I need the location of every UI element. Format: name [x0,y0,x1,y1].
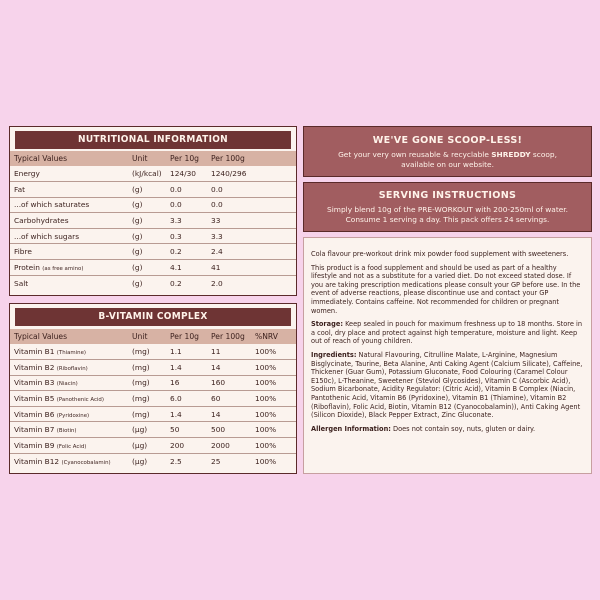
vitamin-per10: 200 [166,438,207,454]
vitamin-title: B-VITAMIN COMPLEX [15,308,291,326]
vitamin-label: Vitamin B1 [14,347,55,357]
nutrition-title: NUTRITIONAL INFORMATION [15,131,291,149]
nutrient-per100: 33 [207,213,296,229]
nutrition-row [10,260,296,276]
vitamin-note: (Thiamine) [56,350,86,357]
nutrient-label: Energy [14,169,40,179]
vitamin-unit: (mg) [128,375,166,391]
nutrient-unit: (g) [128,228,166,244]
product-info-panel [303,237,592,474]
vitamin-per100: 500 [207,422,251,438]
vitamin-nrv: 100% [251,422,296,438]
nutrient-label: Protein [14,262,40,272]
nutrient-per10: 3.3 [166,213,207,229]
vitamin-unit: (μg) [128,422,166,438]
vitamin-nrv: 100% [255,456,277,466]
nutrition-header-row [10,151,296,166]
vitamin-per10: 2.5 [170,456,182,466]
vitamin-column-header: Typical Values [10,329,128,344]
nutrient-label: Fibre [14,247,32,257]
nutrient-per100: 2.4 [207,244,296,260]
vitamin-per100: 60 [207,391,251,407]
nutrient-per100: 1240/296 [207,166,296,182]
vitamin-note: (Folic Acid) [56,443,87,450]
vitamin-per10: 16 [166,375,207,391]
vitamin-note: (Biotin) [56,428,77,435]
vitamin-per100: 14 [207,406,251,422]
product-warning: This product is a food supplement and should be used as part of a healthy lifestyle and not as a substitute for a varied diet. Do not exceed stated dose. If you are taking prescription medications please consult your GP before use. In the event of adverse reactions, please discontinue use and contact your GP immediately. Contains caffeine. Not recommended for children or pregnant women. [311,263,581,315]
nutrient-name [10,166,128,182]
vitamin-per10: 50 [166,422,207,438]
nutrition-row [10,275,296,291]
vitamin-name [10,406,128,422]
vitamin-table [10,329,296,469]
vitamin-label: Vitamin B7 [14,425,55,435]
vitamin-nrv: 100% [251,375,296,391]
nutrient-name [10,228,128,244]
serving-line1: Simply blend 10g of the PRE-WORKOUT with 200-250ml of water. [327,205,568,214]
vitamin-column-header: %NRV [251,329,296,344]
nutrient-unit: (g) [128,244,166,260]
vitamin-note: (Riboflavin) [56,365,88,372]
nutrition-column-header: Typical Values [10,151,128,166]
storage-label: Storage: [311,320,343,329]
brand-name: SHREDDY [491,150,531,159]
serving-line2: Consume 1 serving a day. This pack offers 24 servings. [345,215,550,224]
vitamin-per100: 2000 [207,438,251,454]
vitamin-per100: 14 [207,360,251,376]
nutrient-per100: 2.0 [211,278,223,288]
vitamin-row [10,360,296,376]
vitamin-unit: (μg) [128,438,166,454]
vitamin-per100: 25 [211,456,221,466]
vitamin-note: (Panothenic Acid) [56,397,104,404]
vitamin-name [10,360,128,376]
vitamin-per10: 1.1 [166,344,207,360]
nutrient-name [10,244,128,260]
serving-title: SERVING INSTRUCTIONS [378,190,517,201]
vitamin-per10: 6.0 [166,391,207,407]
nutrient-name [10,182,128,198]
nutrient-per10: 0.0 [166,182,207,198]
vitamin-nrv: 100% [251,391,296,407]
nutrient-unit: (kJ/kcal) [128,166,166,182]
vitamin-column-header: Per 10g [166,329,207,344]
vitamin-name [10,375,128,391]
vitamin-name [10,453,128,469]
storage-info [311,320,584,346]
nutrient-label: Salt [14,278,29,288]
vitamin-name [10,391,128,407]
nutrient-label: Carbohydrates [14,216,69,226]
nutrient-per100: 3.3 [207,228,296,244]
vitamin-row [10,453,296,469]
vitamin-column-header: Unit [128,329,166,344]
ingredients-text: Natural Flavouring, Citrulline Malate, L-Arginine, Magnesium Bisglycinate, Taurine, Beta Alanine, Anti Caking Agent (Calcium Silicate), Caffeine, Thickener (Guar Gum), Potassium Gluconate, Food Colouring (Caramel Colour E150c), L-Theanine, Sweetener (Steviol Glycosides), Vitamin C (Ascorbic Acid), Sodium Bicarbonate, Acidity Regulator: (Citric Acid), Vitamin B Complex (Niacin, Pantothenic Acid, Vitamin B6 (Pyridoxine), Vitamin B1 (Thiamine), Vitamin B2 (Riboflavin), Folic Acid, Biotin, Vitamin B12 (Cyanocobalamin)), Anti Caking Agent (Silicon Dioxide), Black Pepper Extract, Zinc Gluconate. [311,350,583,420]
vitamin-header-row [10,329,296,344]
vitamin-per10: 1.4 [166,360,207,376]
nutrition-row [10,166,296,182]
vitamin-row [10,375,296,391]
nutrition-panel [9,126,297,296]
nutrient-note: (as free amino) [42,265,84,272]
nutrient-label: ...of which sugars [14,231,80,241]
scoopless-line2: available on our website. [401,160,494,169]
vitamin-nrv: 100% [251,406,296,422]
vitamin-per10: 1.4 [166,406,207,422]
vitamin-note: (Cyanocobalamin) [61,459,111,466]
nutrient-unit: (g) [128,260,166,276]
vitamin-label: Vitamin B6 [14,409,55,419]
nutrient-name [10,197,128,213]
nutrient-per10: 0.2 [166,244,207,260]
vitamin-row [10,438,296,454]
nutrient-per100: 0.0 [207,182,296,198]
scoopless-text [304,150,591,170]
nutrient-per10: 124/30 [166,166,207,182]
vitamin-row [10,422,296,438]
vitamin-nrv: 100% [251,344,296,360]
vitamin-label: Vitamin B5 [14,394,55,404]
scoopless-line1-end: scoop, [530,150,557,159]
nutrition-row [10,213,296,229]
scoopless-banner [303,126,592,177]
vitamin-unit: (mg) [128,406,166,422]
vitamin-unit: (mg) [128,344,166,360]
vitamin-label: Vitamin B9 [14,440,55,450]
product-description: Cola flavour pre-workout drink mix powder food supplement with sweeteners. [311,250,569,258]
nutrition-table [10,151,296,291]
vitamin-name [10,422,128,438]
nutrient-unit: (g) [128,197,166,213]
nutrient-label: ...of which saturates [14,200,90,210]
scoopless-title: WE'VE GONE SCOOP-LESS! [372,135,523,146]
nutrient-unit: (g) [132,278,143,288]
serving-text [304,205,591,225]
allergen-info [311,425,584,434]
nutrition-row [10,228,296,244]
nutrition-row [10,244,296,260]
nutrient-per10: 0.0 [166,197,207,213]
ingredients-info [311,351,584,420]
vitamin-label: Vitamin B12 [14,456,60,466]
vitamin-nrv: 100% [251,438,296,454]
nutrient-per10: 4.1 [166,260,207,276]
vitamin-panel [9,303,297,474]
vitamin-note: (Pyridoxine) [56,412,90,419]
allergen-text: Does not contain soy, nuts, gluten or dairy. [390,424,536,433]
nutrient-per100: 41 [207,260,296,276]
nutrition-column-header: Per 10g [166,151,207,166]
nutrition-column-header: Per 100g [207,151,296,166]
nutrition-row [10,182,296,198]
allergen-label: Allergen Information: [311,424,391,433]
vitamin-unit: (mg) [128,360,166,376]
vitamin-row [10,344,296,360]
vitamin-note: (Niacin) [56,381,78,388]
vitamin-unit: (mg) [128,391,166,407]
nutrient-name [10,275,128,291]
nutrition-column-header: Unit [128,151,166,166]
storage-text: Keep sealed in pouch for maximum freshness up to 18 months. Store in a cool, dry place and protect against high temperature, moisture and light. Keep out of reach of young children. [311,320,583,346]
nutrient-per10: 0.3 [166,228,207,244]
ingredients-label: Ingredients: [311,350,357,359]
nutrient-name [10,213,128,229]
nutrient-unit: (g) [128,182,166,198]
vitamin-row [10,406,296,422]
vitamin-label: Vitamin B2 [14,362,55,372]
vitamin-row [10,391,296,407]
vitamin-column-header: Per 100g [207,329,251,344]
vitamin-per100: 160 [207,375,251,391]
scoopless-line1: Get your very own reusable & recyclable [338,150,492,159]
vitamin-unit: (μg) [132,456,148,466]
nutrient-label: Fat [14,184,25,194]
vitamin-name [10,344,128,360]
nutrient-unit: (g) [128,213,166,229]
serving-banner [303,182,592,232]
nutrient-per10: 0.2 [170,278,182,288]
vitamin-name [10,438,128,454]
vitamin-label: Vitamin B3 [14,378,55,388]
nutrient-per100: 0.0 [207,197,296,213]
nutrition-row [10,197,296,213]
nutrient-name [10,260,128,276]
vitamin-per100: 11 [207,344,251,360]
vitamin-nrv: 100% [251,360,296,376]
